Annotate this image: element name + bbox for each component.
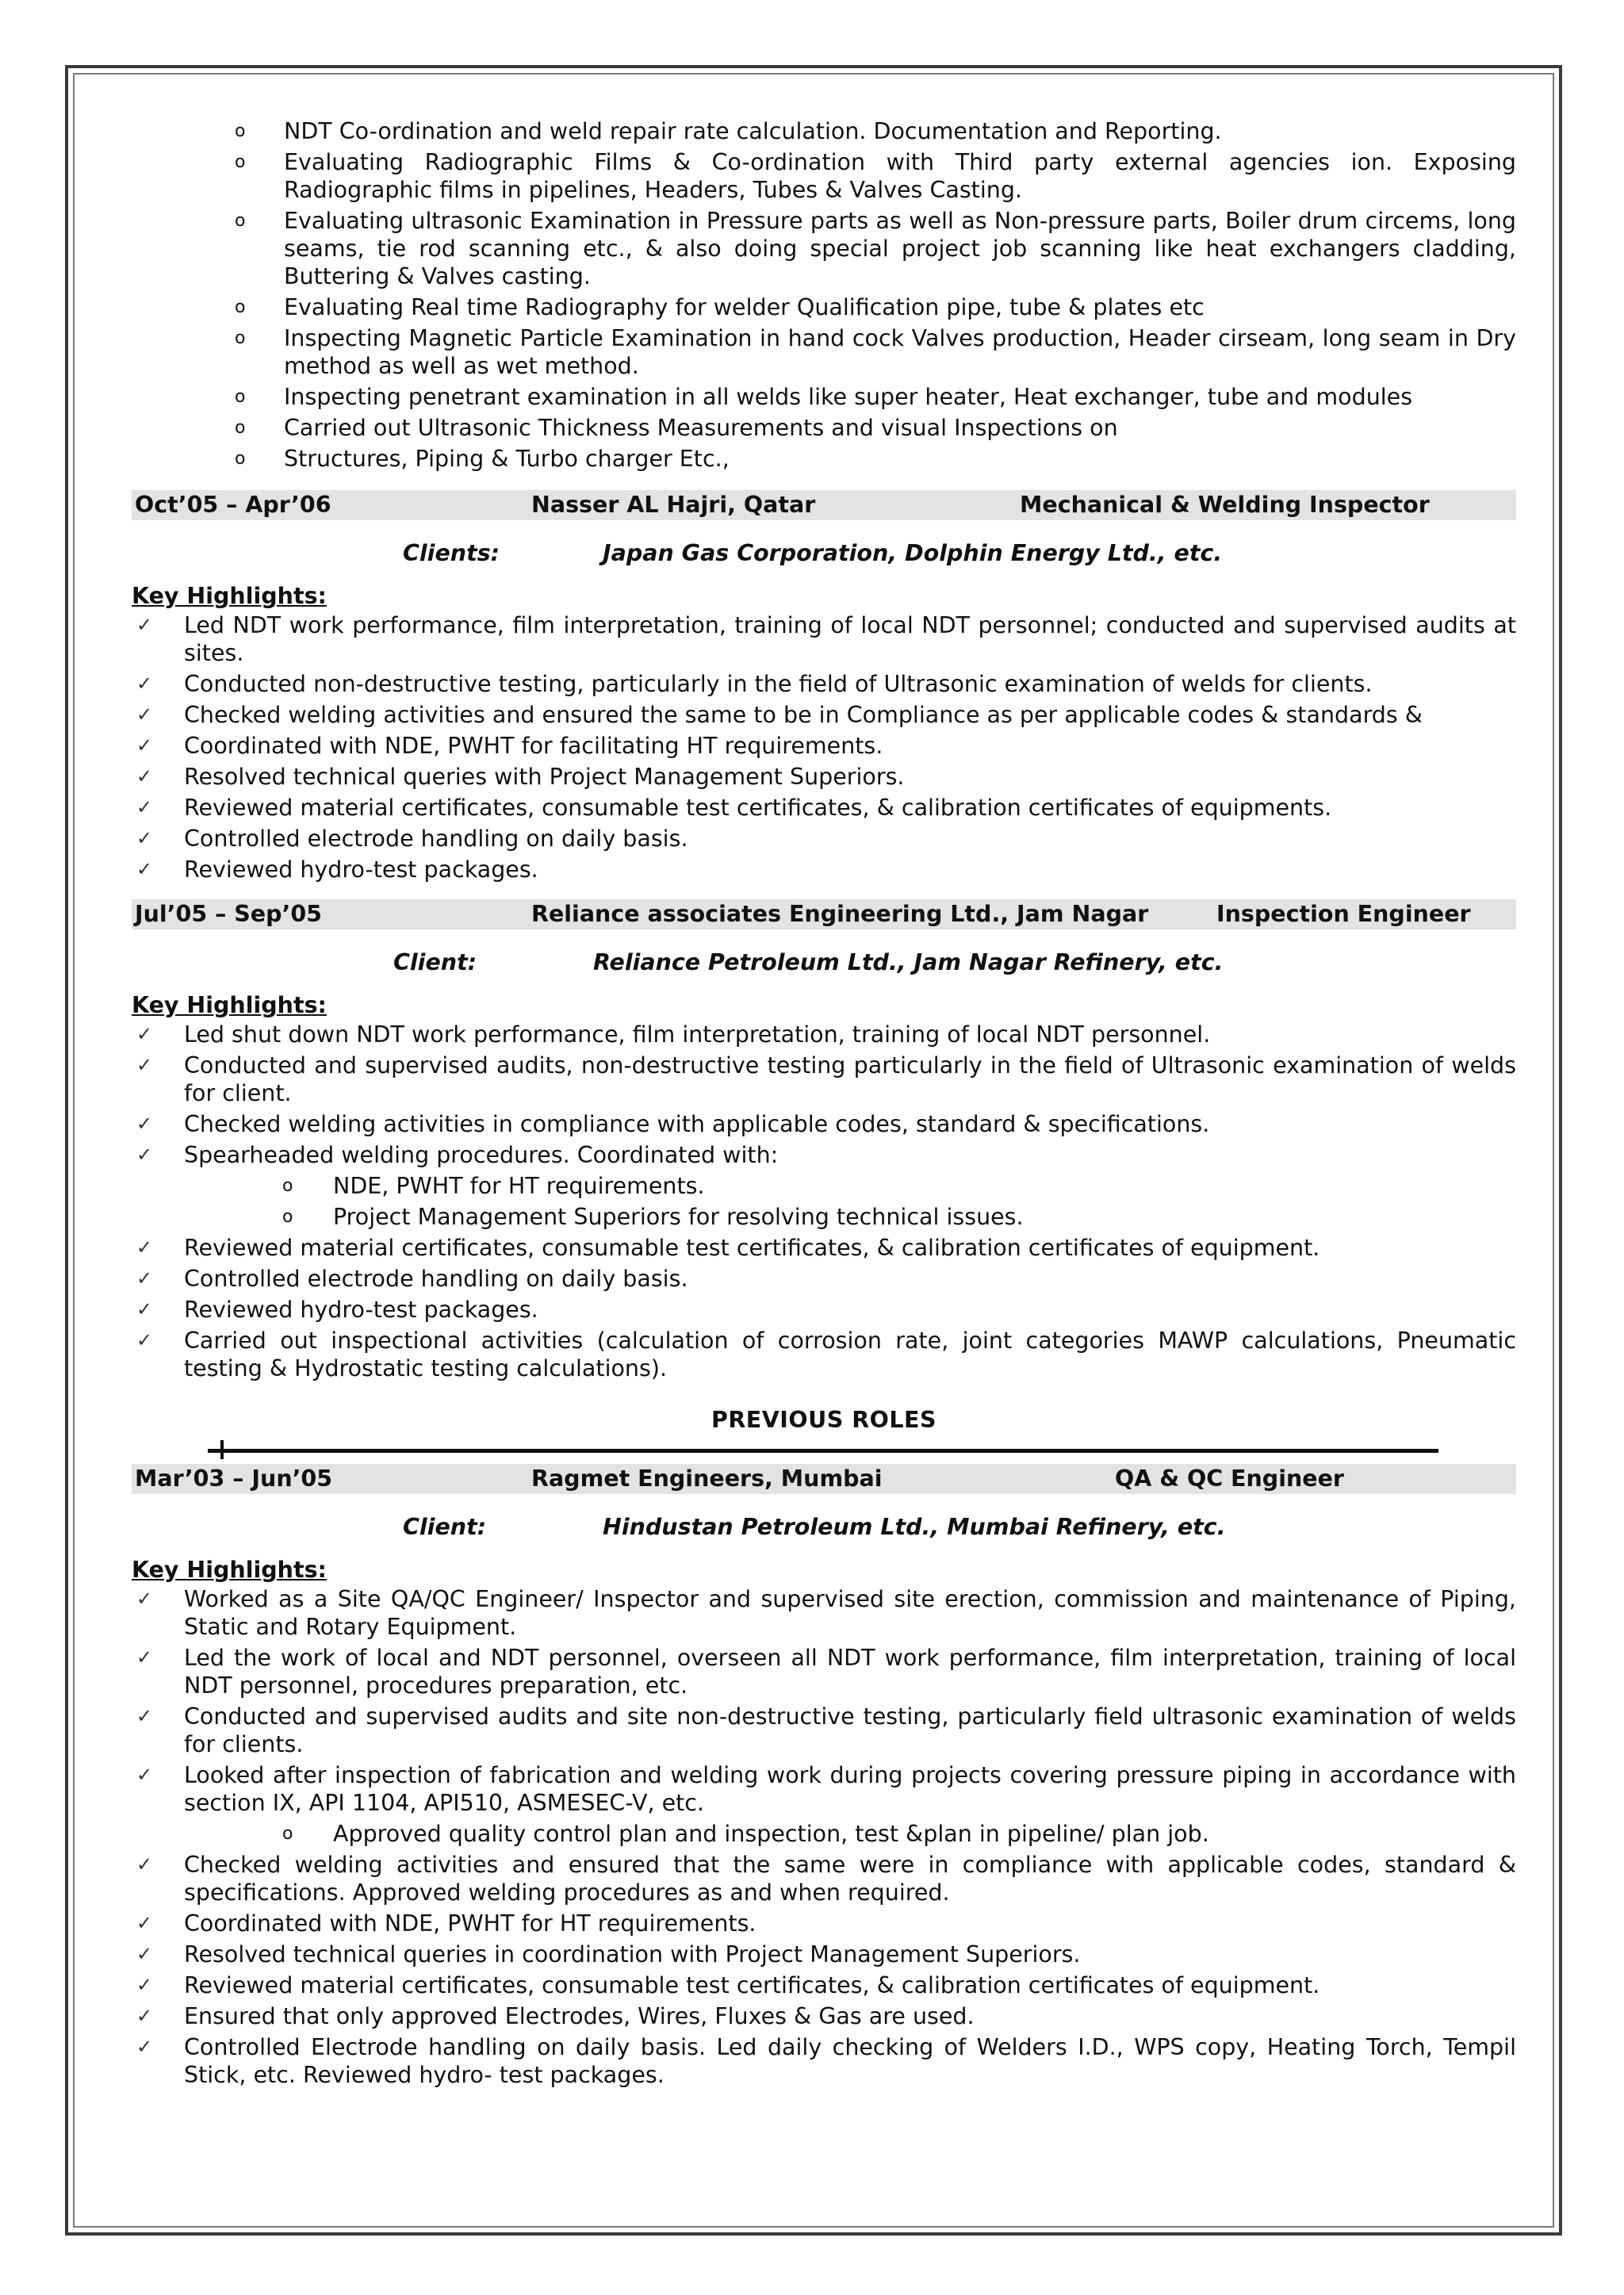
- list-item: o Carried out Ultrasonic Thickness Measurements and visual Inspections on: [132, 414, 1516, 442]
- job-company: Nasser AL Hajri, Qatar: [531, 492, 816, 518]
- client-line: [132, 539, 1516, 571]
- list-item: ✓ Spearheaded welding procedures. Coordinated with:: [136, 1142, 779, 1168]
- sub-bullet-list: [132, 1172, 1516, 1231]
- list-item: o Evaluating Radiographic Films & Co-ordination with Third party external agencies ion. Exposing Radiographic films in pipelines, Headers, Tubes & Valves Casting.: [132, 148, 1516, 204]
- list-item: o Structures, Piping & Turbo charger Etc.,: [132, 445, 1516, 473]
- list-item: o Inspecting penetrant examination in all welds like super heater, Heat exchanger, tube and modules: [132, 383, 1516, 411]
- client-line: [132, 1513, 1516, 1545]
- highlights-list: [132, 1234, 1516, 1382]
- client-name: Reliance Petroleum Ltd., Jam Nagar Refinery, etc.: [593, 949, 1224, 975]
- highlights-list: [132, 1021, 1516, 1169]
- arrow-bullet-icon: ✓: [136, 1267, 153, 1289]
- arrow-bullet-icon: ✓: [136, 796, 153, 818]
- list-item: ✓ Checked welding activities and ensured that the same were in compliance with applicable codes, standard & specifications. Approved welding procedures as and when required.: [136, 1852, 1516, 1906]
- arrow-bullet-icon: ✓: [136, 734, 153, 757]
- list-item: o Approved quality control plan and inspection, test &plan in pipeline/ plan job.: [132, 1820, 1516, 1848]
- job-header-nasser: [132, 490, 1516, 520]
- list-item: ✓ Coordinated with NDE, PWHT for facilitating HT requirements.: [136, 733, 883, 759]
- arrow-bullet-icon: ✓: [136, 1054, 153, 1076]
- resume-content: [132, 117, 1516, 2092]
- list-item: ✓ Reviewed material certificates, consumable test certificates, & calibration certificates of equipments.: [136, 795, 1332, 821]
- arrow-bullet-icon: ✓: [136, 2036, 153, 2058]
- list-item: ✓ Carried out inspectional activities (calculation of corrosion rate, joint categories MAWP calculations, Pneumatic testing & Hydrostatic testing calculations).: [136, 1328, 1516, 1381]
- job-role: Mechanical & Welding Inspector: [1020, 492, 1430, 518]
- section-divider: [132, 1440, 1516, 1461]
- highlights-list: [132, 1585, 1516, 1817]
- list-item: o Evaluating ultrasonic Examination in Pressure parts as well as Non-pressure parts, Boiler drum circems, long seams, tie rod scanning etc., & also doing special project job scanning like heat exchangers cladding, Buttering & Valves casting.: [132, 207, 1516, 290]
- arrow-bullet-icon: ✓: [136, 614, 153, 636]
- intro-bullet-list: [132, 117, 1516, 473]
- job-period: Oct’05 – Apr’06: [135, 492, 331, 518]
- arrow-bullet-icon: ✓: [136, 1023, 153, 1045]
- client-label: Clients:: [403, 540, 500, 566]
- arrow-bullet-icon: ✓: [136, 1646, 153, 1669]
- list-item: ✓ Reviewed hydro-test packages.: [136, 856, 538, 883]
- list-item: ✓ Checked welding activities and ensured the same to be in Compliance as per applicable codes & standards &: [136, 702, 1423, 728]
- arrow-bullet-icon: ✓: [136, 1113, 153, 1135]
- arrow-bullet-icon: ✓: [136, 827, 153, 849]
- list-item: ✓ Led shut down NDT work performance, film interpretation, training of local NDT personnel.: [136, 1021, 1211, 1048]
- sub-bullet-list: [132, 1820, 1516, 1848]
- job-period: Jul’05 – Sep’05: [135, 901, 322, 927]
- list-item: ✓ Controlled electrode handling on daily basis.: [136, 826, 688, 852]
- list-item: ✓ Resolved technical queries in coordination with Project Management Superiors.: [136, 1941, 1081, 1967]
- list-item: ✓ Ensured that only approved Electrodes, Wires, Fluxes & Gas are used.: [136, 2003, 975, 2029]
- list-item: ✓ Conducted and supervised audits and site non-destructive testing, particularly field ultrasonic examination of welds for clients.: [136, 1703, 1516, 1757]
- arrow-bullet-icon: ✓: [136, 1298, 153, 1320]
- client-name: Hindustan Petroleum Ltd., Mumbai Refinery, etc.: [603, 1514, 1226, 1540]
- list-item: ✓ Controlled electrode handling on daily basis.: [136, 1266, 688, 1292]
- list-item: ✓ Reviewed hydro-test packages.: [136, 1297, 538, 1323]
- arrow-bullet-icon: ✓: [136, 858, 153, 880]
- arrow-bullet-icon: ✓: [136, 1705, 153, 1727]
- key-highlights-heading: Key Highlights:: [132, 583, 327, 609]
- list-item: o Evaluating Real time Radiography for welder Qualification pipe, tube & plates etc: [132, 293, 1516, 321]
- arrow-bullet-icon: ✓: [136, 1329, 153, 1351]
- client-label: Client:: [403, 1514, 487, 1540]
- client-label: Client:: [393, 949, 477, 975]
- list-item: ✓ Controlled Electrode handling on daily basis. Led daily checking of Welders I.D., WPS copy, Heating Torch, Tempil Stick, etc. Reviewed hydro- test packages.: [136, 2034, 1516, 2088]
- job-company: Ragmet Engineers, Mumbai: [531, 1466, 883, 1492]
- job-header-ragmet: [132, 1464, 1516, 1494]
- list-item: ✓ Resolved technical queries with Project Management Superiors.: [136, 764, 905, 790]
- arrow-bullet-icon: ✓: [136, 703, 153, 726]
- list-item: ✓ Reviewed material certificates, consumable test certificates, & calibration certificates of equipment.: [136, 1972, 1320, 1998]
- arrow-bullet-icon: ✓: [136, 765, 153, 787]
- arrow-bullet-icon: ✓: [136, 1588, 153, 1610]
- job-role: QA & QC Engineer: [1115, 1466, 1344, 1492]
- highlights-list: [132, 1851, 1516, 2089]
- key-highlights-heading: Key Highlights:: [132, 992, 327, 1018]
- client-name: Japan Gas Corporation, Dolphin Energy Ltd., etc.: [603, 540, 1223, 566]
- arrow-bullet-icon: ✓: [136, 1236, 153, 1259]
- list-item: o NDE, PWHT for HT requirements.: [132, 1172, 1516, 1200]
- list-item: ✓ Reviewed material certificates, consumable test certificates, & calibration certificates of equipment.: [136, 1235, 1320, 1261]
- list-item: ✓ Looked after inspection of fabrication and welding work during projects covering pressure piping in accordance with section IX, API 1104, API510, ASMESEC-V, etc.: [136, 1762, 1516, 1816]
- job-company: Reliance associates Engineering Ltd., Jam Nagar: [531, 901, 1149, 927]
- arrow-bullet-icon: ✓: [136, 672, 153, 695]
- job-header-reliance: [132, 899, 1516, 929]
- arrow-bullet-icon: ✓: [136, 1974, 153, 1996]
- list-item: ✓ Worked as a Site QA/QC Engineer/ Inspector and supervised site erection, commission and maintenance of Piping, Static and Rotary Equipment.: [136, 1586, 1516, 1640]
- list-item: ✓ Conducted non-destructive testing, particularly in the field of Ultrasonic examination of welds for clients.: [136, 671, 1373, 697]
- arrow-bullet-icon: ✓: [136, 1943, 153, 1965]
- client-line: [132, 948, 1516, 980]
- list-item: o NDT Co-ordination and weld repair rate calculation. Documentation and Reporting.: [132, 117, 1516, 145]
- highlights-list: [132, 611, 1516, 883]
- arrow-bullet-icon: ✓: [136, 1144, 153, 1166]
- job-period: Mar’03 – Jun’05: [135, 1466, 333, 1492]
- job-role: Inspection Engineer: [1216, 901, 1471, 927]
- list-item: ✓ Checked welding activities in compliance with applicable codes, standard & specifications.: [136, 1111, 1210, 1137]
- list-item: ✓ Conducted and supervised audits, non-destructive testing particularly in the field of Ultrasonic examination of welds for client.: [136, 1052, 1516, 1106]
- list-item: o Project Management Superiors for resolving technical issues.: [132, 1203, 1516, 1231]
- list-item: o Inspecting Magnetic Particle Examination in hand cock Valves production, Header cirseam, long seam in Dry method as well as wet method.: [132, 324, 1516, 380]
- arrow-bullet-icon: ✓: [136, 1853, 153, 1875]
- arrow-bullet-icon: ✓: [136, 2005, 153, 2027]
- key-highlights-heading: Key Highlights:: [132, 1557, 327, 1583]
- arrow-bullet-icon: ✓: [136, 1764, 153, 1786]
- list-item: ✓ Led NDT work performance, film interpretation, training of local NDT personnel; conducted and supervised audits at sites.: [136, 612, 1516, 666]
- list-item: ✓ Led the work of local and NDT personnel, overseen all NDT work performance, film interpretation, training of local NDT personnel, procedures preparation, etc.: [136, 1645, 1516, 1699]
- arrow-bullet-icon: ✓: [136, 1912, 153, 1934]
- list-item: ✓ Coordinated with NDE, PWHT for HT requirements.: [136, 1910, 756, 1937]
- previous-roles-heading: PREVIOUS ROLES: [710, 1407, 937, 1433]
